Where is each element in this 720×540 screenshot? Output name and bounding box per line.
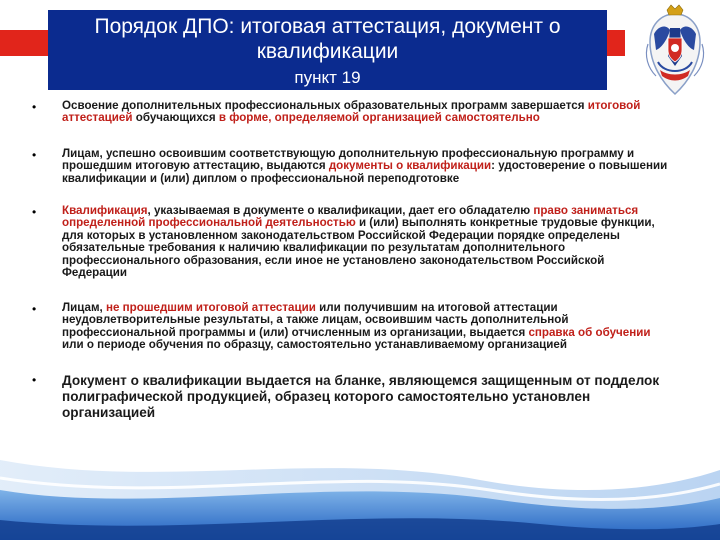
slide-title: Порядок ДПО: итоговая аттестация, документ о квалификации <box>94 15 561 63</box>
list-item-text <box>62 148 672 185</box>
title-accent-bar-right <box>607 30 625 56</box>
text-segment: или получившим на итоговой аттестации неудовлетворительные результаты, а также лицам, освоившим часть дополнительной профессиональной программы и (или) отчисленным из организации, выдается <box>62 301 569 339</box>
bullet-marker: • <box>32 205 37 219</box>
text-segment: Документ о квалификации выдается на бланке, являющемся защищенным от подделок полиграфической продукцией, образец которого самостоятельно установлен организацией <box>62 373 660 421</box>
highlighted-text: Квалификация <box>62 204 148 217</box>
decorative-wave <box>0 420 720 540</box>
list-item-text <box>62 205 672 279</box>
highlighted-text: право заниматься определенной профессиональной деятельностью <box>62 204 639 230</box>
title-accent-bar-left <box>0 30 48 56</box>
slide-subtitle: пункт 19 <box>294 68 361 87</box>
highlighted-text: справка об обучении <box>528 325 651 339</box>
text-segment: Лицам, успешно освоившим соответствующую дополнительную профессиональную программу и прошедшим итоговую аттестацию, выдаются <box>62 147 635 173</box>
highlighted-text: в форме, определяемой организацией самостоятельно <box>218 111 540 125</box>
bullet-marker: • <box>32 373 37 387</box>
text-segment: обучающихся <box>132 111 219 125</box>
bullet-marker: • <box>32 148 37 162</box>
text-segment: Освоение дополнительных профессиональных образовательных программ завершается <box>62 99 588 112</box>
text-segment: или о периоде обучения по образцу, самостоятельно устанавливаемому организацией <box>62 338 567 352</box>
double-headed-eagle-crest-icon <box>640 4 710 100</box>
highlighted-text: документы о квалификации <box>328 159 492 173</box>
text-segment: и (или) выполнять конкретные трудовые функции, для которых в установленном законодательством Российской Федерации порядке определены обязательные требования к наличию квалификации по результатам дополнительного профессионального образования, если иное не установлено законодательством Российской Федерации <box>62 216 655 280</box>
title-banner <box>48 10 607 90</box>
text-segment: : удостоверение о повышении квалификации и (или) диплом о профессиональной переподготовке <box>62 159 668 185</box>
bullet-marker: • <box>32 100 37 114</box>
list-item-text <box>62 302 672 352</box>
list-item-text <box>62 100 672 125</box>
text-segment: Лицам, <box>62 301 106 314</box>
text-segment: , указываемая в документе о квалификации, дает его обладателю <box>147 204 534 217</box>
bullet-marker: • <box>32 302 37 316</box>
highlighted-text: не прошедшим итоговой аттестации <box>106 301 316 314</box>
highlighted-text: итоговой аттестацией <box>62 99 641 125</box>
list-item-text <box>62 373 672 422</box>
